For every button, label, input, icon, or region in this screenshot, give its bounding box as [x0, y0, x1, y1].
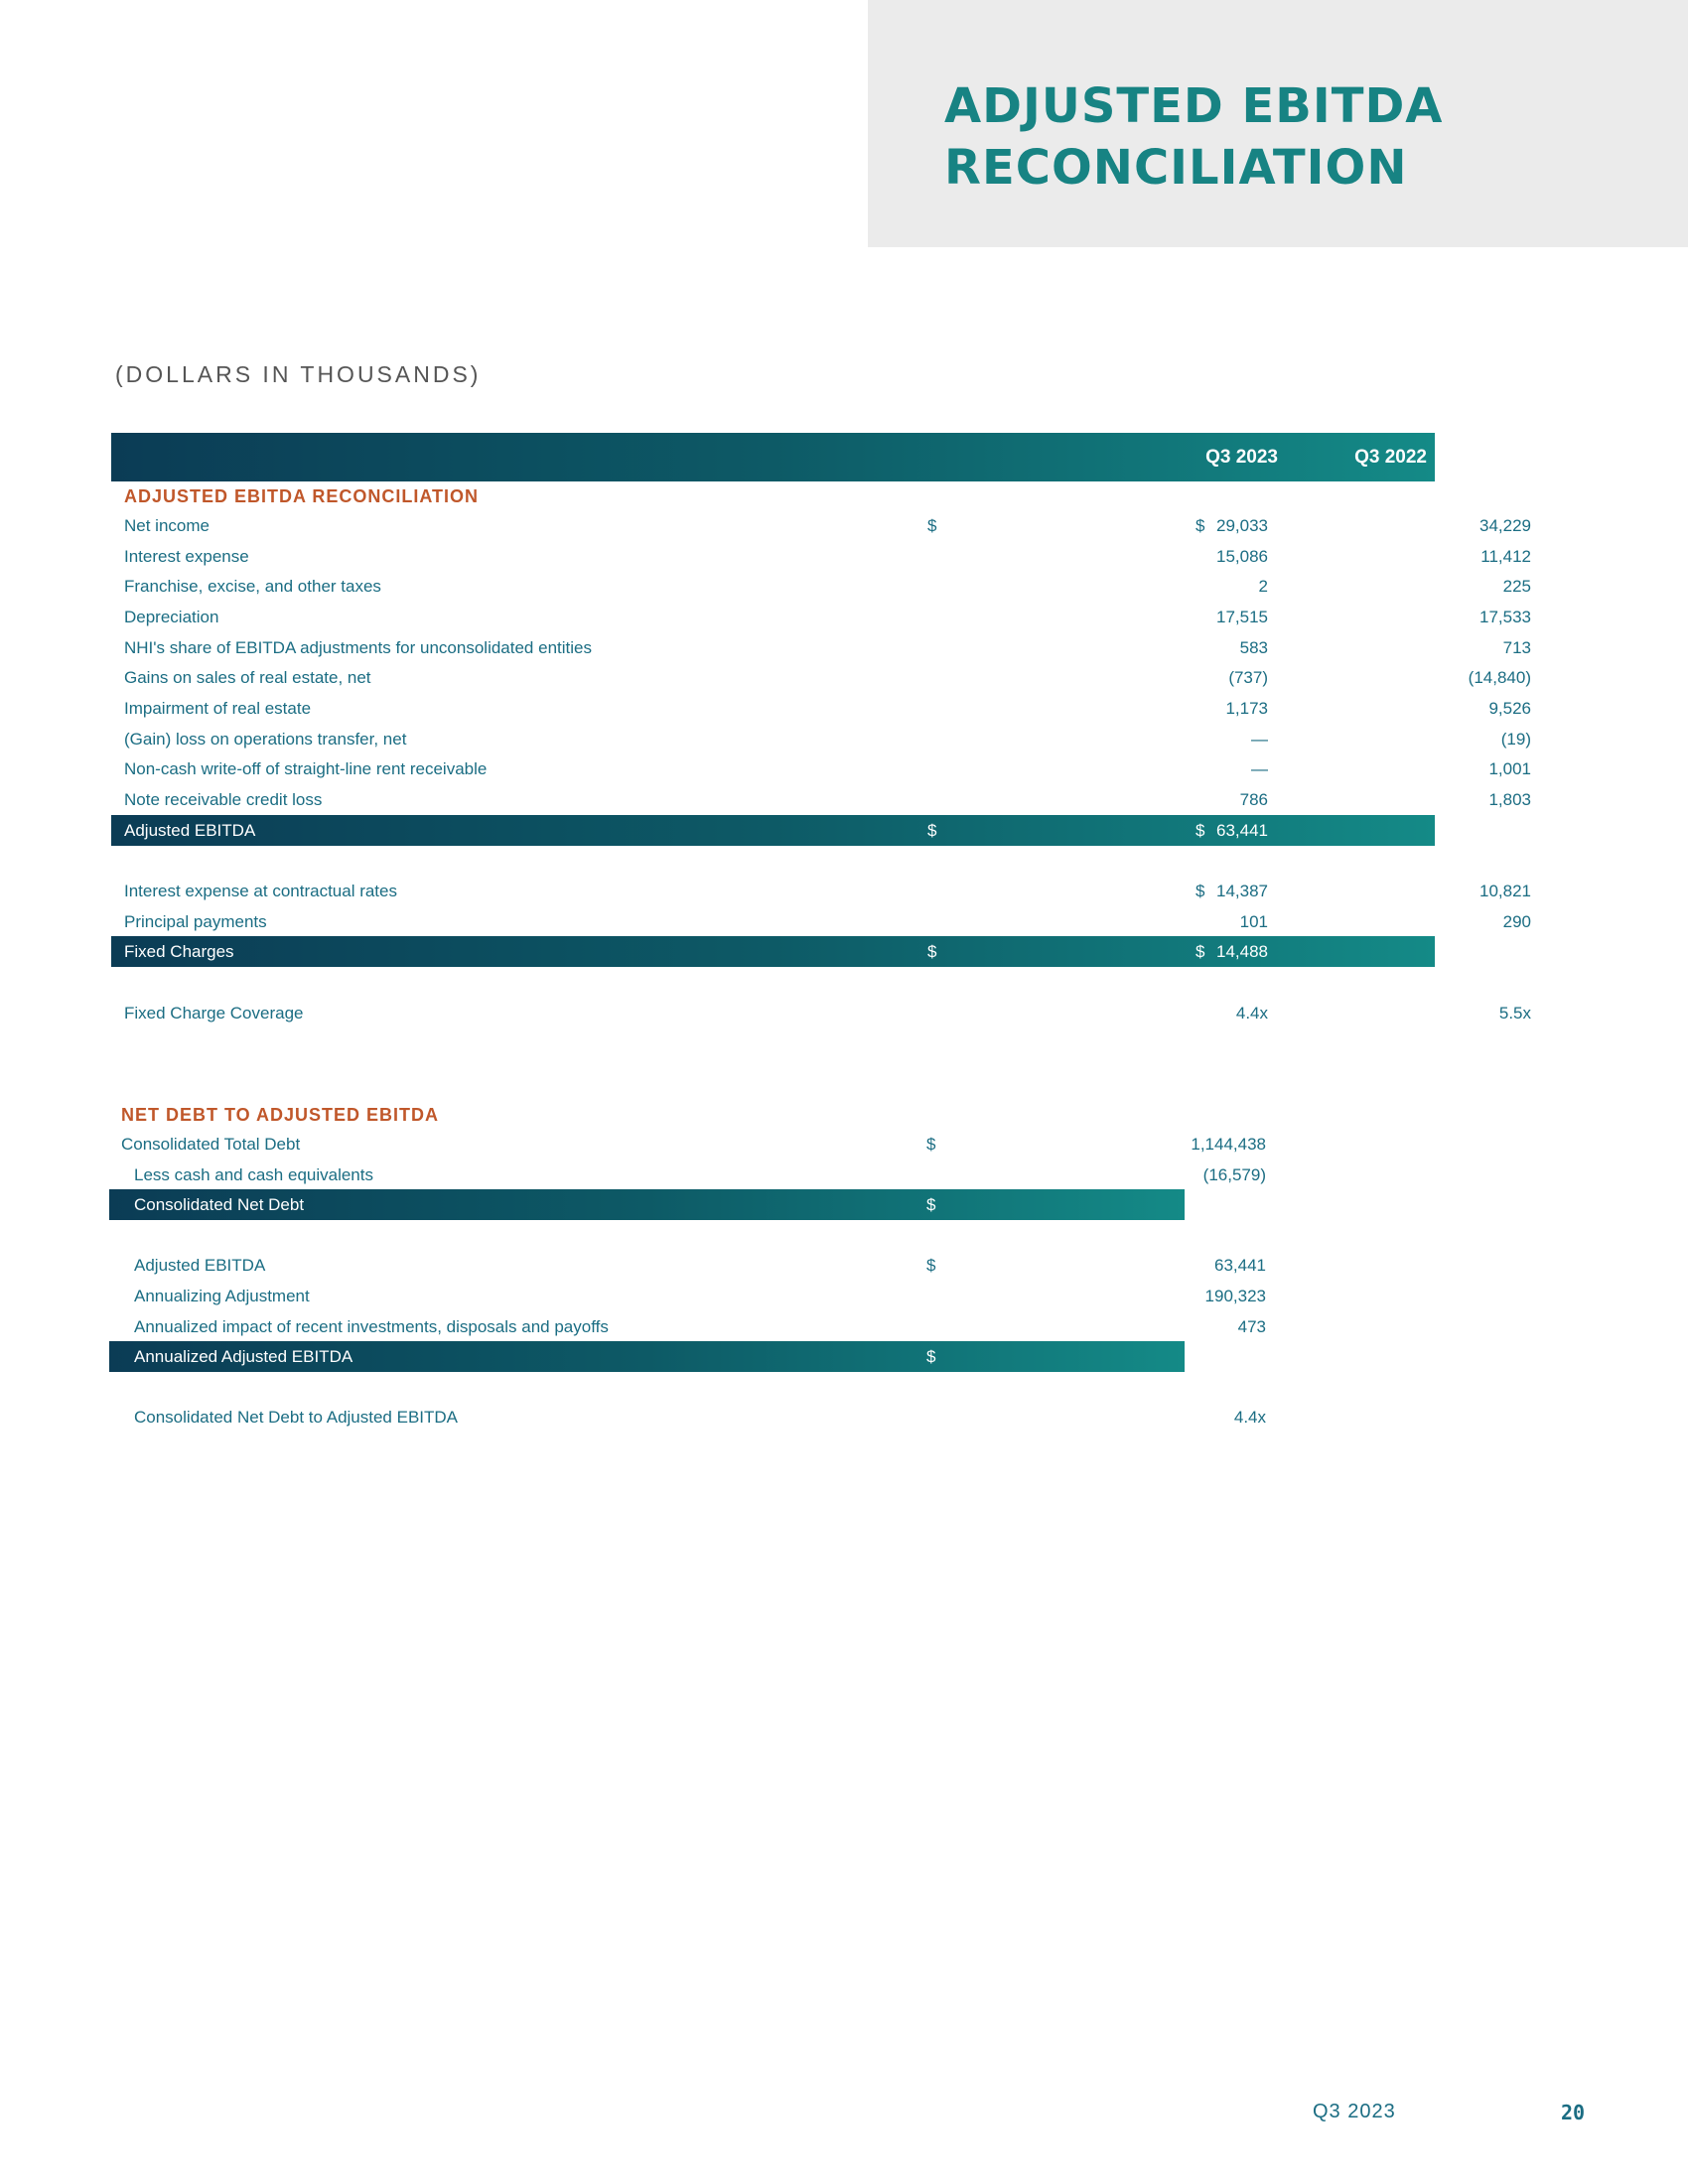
row-label: Depreciation: [124, 608, 219, 626]
row-label: Less cash and cash equivalents: [134, 1164, 373, 1184]
currency-symbol: $: [926, 1135, 936, 1154]
row-label: Adjusted EBITDA: [124, 820, 256, 840]
row-label: Fixed Charges: [124, 942, 234, 962]
table-total-row: [111, 936, 1531, 967]
currency-symbol: $: [926, 1347, 936, 1367]
currency-symbol: $: [927, 516, 937, 535]
row-label: Consolidated Net Debt: [134, 1195, 305, 1215]
row-label: Annualizing Adjustment: [134, 1287, 310, 1305]
currency-symbol: $: [1196, 820, 1205, 840]
table-row: [111, 724, 1531, 754]
row-label: Impairment of real estate: [124, 699, 312, 719]
value-q3-2023: 63,441: [1214, 1256, 1266, 1276]
table-row: [111, 784, 1531, 815]
value-q3-2022: 225: [1502, 577, 1531, 597]
value-q3-2022: 1,803: [1488, 790, 1531, 810]
value-q3-2023: 17,515: [1216, 608, 1268, 626]
row-label: Interest expense at contractual rates: [124, 882, 397, 901]
page-number: 20: [1561, 2101, 1586, 2124]
value-q3-2022: 34,229: [1479, 516, 1531, 535]
table-row: [111, 571, 1531, 602]
title-box: [868, 0, 1688, 247]
table-row: [111, 541, 1531, 572]
table-row: [111, 632, 1531, 663]
value-q3-2022: 1,001: [1488, 759, 1531, 779]
value-q3-2022: (19): [1500, 729, 1531, 749]
value-q3-2023: 14,387: [1216, 882, 1268, 901]
row-label: Franchise, excise, and other taxes: [124, 577, 381, 597]
value-q3-2022: 9,526: [1488, 699, 1531, 719]
value-q3-2022: (14,840): [1468, 668, 1531, 688]
currency-symbol: $: [926, 1195, 936, 1215]
table-row: [109, 1220, 1185, 1251]
table-row: [109, 1129, 1266, 1160]
value-q3-2022: 713: [1502, 637, 1531, 657]
table-row: [109, 1372, 1185, 1403]
section-title-net-debt: NET DEBT TO ADJUSTED EBITDA: [121, 1105, 440, 1125]
table-row: [109, 1250, 1266, 1281]
table-row: [111, 876, 1531, 906]
currency-symbol: $: [1196, 516, 1205, 535]
table-row: [109, 1402, 1266, 1433]
value-q3-2023: —: [1251, 759, 1268, 779]
row-label: Annualized Adjusted EBITDA: [134, 1347, 353, 1367]
value-q3-2023: 583: [1239, 637, 1268, 657]
value-q3-2023: 4.4x: [1233, 1408, 1266, 1428]
row-label: NHI's share of EBITDA adjustments for unconsolidated entities: [124, 637, 592, 657]
value-q3-2022: 5.5x: [1498, 1003, 1531, 1023]
page-title-line2: RECONCILIATION: [944, 140, 1408, 196]
row-label: Consolidated Total Debt: [121, 1135, 301, 1154]
value-q3-2023: 1,173: [1225, 699, 1268, 719]
table-total-row: [109, 1341, 1266, 1372]
table-row: [111, 602, 1531, 632]
table-header: [111, 433, 1435, 481]
table-row: [111, 510, 1531, 541]
value-q3-2023: 473: [1237, 1316, 1266, 1336]
value-q3-2023: 29,033: [1216, 516, 1268, 535]
row-label: (Gain) loss on operations transfer, net: [124, 729, 407, 749]
footer-quarter: Q3 2023: [1313, 2101, 1396, 2122]
table-row: [109, 1160, 1266, 1190]
value-q3-2023: 1,127,859: [1191, 1195, 1266, 1215]
table-row: [111, 693, 1531, 724]
page-title-line1: ADJUSTED EBITDA: [944, 78, 1444, 134]
value-q3-2022: 290: [1502, 911, 1531, 931]
currency-symbol: $: [1196, 942, 1205, 962]
table-total-row: [109, 1189, 1266, 1220]
table-row: [111, 998, 1531, 1028]
currency-symbol: $: [927, 942, 937, 962]
value-q3-2022: 10,821: [1479, 882, 1531, 901]
value-q3-2023: 101: [1239, 911, 1268, 931]
row-label: Non-cash write-off of straight-line rent receivable: [124, 759, 488, 779]
section-title-ebitda: ADJUSTED EBITDA RECONCILIATION: [124, 486, 480, 506]
currency-symbol: $: [926, 1256, 936, 1276]
row-label: Annualized impact of recent investments, disposals and payoffs: [134, 1316, 609, 1336]
row-label: Gains on sales of real estate, net: [124, 668, 371, 688]
value-q3-2022: 11,111: [1482, 942, 1531, 962]
table-total-row: [111, 815, 1531, 846]
value-q3-2023: 15,086: [1216, 546, 1268, 566]
value-q3-2023: (16,579): [1202, 1164, 1266, 1184]
value-q3-2023: 786: [1239, 790, 1268, 810]
table-row: [109, 1281, 1266, 1311]
value-q3-2023: 190,323: [1204, 1287, 1266, 1305]
value-q3-2022: 11,412: [1480, 546, 1531, 566]
value-q3-2023: 2: [1258, 577, 1268, 597]
table-row: [111, 662, 1531, 693]
value-q3-2023: 254,237: [1204, 1347, 1266, 1367]
row-label: Consolidated Net Debt to Adjusted EBITDA: [134, 1408, 459, 1428]
value-q3-2023: (737): [1228, 668, 1268, 688]
page-title: [944, 75, 1443, 199]
table-row: [111, 967, 1435, 998]
column-header-q3-2023: Q3 2023: [1205, 447, 1278, 468]
table-row: [111, 753, 1531, 784]
value-q3-2023: 4.4x: [1235, 1003, 1268, 1023]
row-label: Interest expense: [124, 546, 249, 566]
row-label: Principal payments: [124, 911, 267, 931]
row-label: Note receivable credit loss: [124, 790, 323, 810]
row-label: Fixed Charge Coverage: [124, 1003, 304, 1023]
value-q3-2023: 1,144,438: [1191, 1135, 1266, 1154]
currency-symbol: $: [1196, 882, 1205, 901]
value-q3-2023: 14,488: [1216, 942, 1268, 962]
table-row: [109, 1311, 1266, 1342]
units-caption: (DOLLARS IN THOUSANDS): [115, 361, 482, 387]
row-label: Net income: [124, 516, 210, 535]
table-row: [111, 906, 1531, 937]
value-q3-2022: 61,583: [1479, 820, 1531, 840]
value-q3-2022: 17,533: [1479, 608, 1531, 626]
row-label: Adjusted EBITDA: [134, 1256, 266, 1276]
currency-symbol: $: [927, 820, 937, 840]
value-q3-2023: 63,441: [1216, 820, 1268, 840]
table-row: [111, 845, 1435, 876]
value-q3-2023: —: [1251, 729, 1268, 749]
column-header-q3-2022: Q3 2022: [1354, 447, 1427, 468]
